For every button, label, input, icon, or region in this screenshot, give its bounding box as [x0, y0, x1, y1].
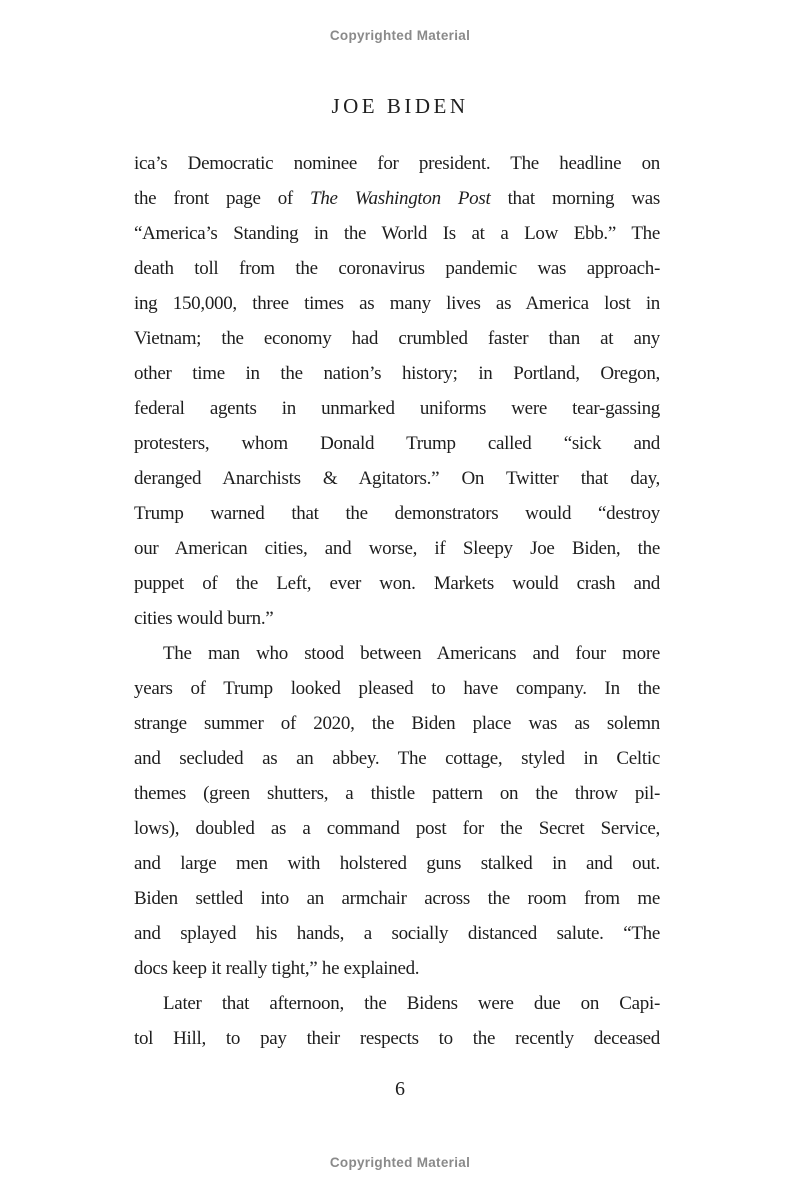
text-segment: puppet of the Left, ever won. Markets would crash and [134, 573, 660, 594]
text-line [134, 286, 660, 321]
text-segment: Biden settled into an armchair across the room from me [134, 888, 660, 909]
text-segment: that morning was [490, 188, 660, 209]
text-segment: and secluded as an abbey. The cottage, styled in Celtic [134, 748, 660, 769]
text-segment: our American cities, and worse, if Sleepy Joe Biden, the [134, 538, 660, 559]
body-text [134, 146, 660, 1056]
text-segment: The man who stood between Americans and four more [163, 643, 660, 664]
text-segment: lows), doubled as a command post for the Secret Service, [134, 818, 660, 839]
text-line [134, 881, 660, 916]
text-line [134, 1021, 660, 1056]
text-segment: docs keep it really tight,” he explained. [134, 958, 420, 979]
text-line [134, 181, 660, 216]
text-segment: and splayed his hands, a socially distanced salute. “The [134, 923, 660, 944]
text-segment: the front page of [134, 188, 311, 209]
text-segment: tol Hill, to pay their respects to the recently deceased [134, 1028, 660, 1049]
text-line [134, 916, 660, 951]
text-line [134, 706, 660, 741]
copyright-notice-top: Copyrighted Material [329, 28, 471, 43]
text-line [134, 636, 660, 671]
text-line [134, 461, 660, 496]
text-line [134, 566, 660, 601]
text-line [134, 986, 660, 1021]
text-line [134, 216, 660, 251]
text-segment: strange summer of 2020, the Biden place was as solemn [134, 713, 660, 734]
text-segment: Vietnam; the economy had crumbled faster than at any [134, 328, 660, 349]
italic-text-segment: The Washington Post [310, 188, 491, 209]
text-segment: Trump warned that the demonstrators would “destroy [134, 503, 660, 524]
text-line [134, 321, 660, 356]
text-segment: federal agents in unmarked uniforms were tear-gassing [134, 398, 660, 419]
text-line [134, 426, 660, 461]
text-line [134, 531, 660, 566]
text-line [134, 146, 660, 181]
text-segment: and large men with holstered guns stalked in and out. [134, 853, 660, 874]
text-segment: death toll from the coronavirus pandemic was approach- [134, 258, 660, 279]
text-line [134, 671, 660, 706]
text-segment: Later that afternoon, the Bidens were due on Capi- [163, 993, 660, 1014]
page-number: 6 [395, 1078, 405, 1100]
text-line [134, 251, 660, 286]
text-line [134, 776, 660, 811]
text-line [134, 601, 660, 636]
text-segment: ica’s Democratic nominee for president. The headline on [134, 153, 660, 174]
text-line [134, 496, 660, 531]
text-segment: themes (green shutters, a thistle pattern on the throw pil- [134, 783, 660, 804]
text-line [134, 951, 660, 986]
text-segment: deranged Anarchists & Agitators.” On Twitter that day, [134, 468, 660, 489]
text-line [134, 811, 660, 846]
text-segment: “America’s Standing in the World Is at a Low Ebb.” The [134, 223, 660, 244]
text-segment: years of Trump looked pleased to have company. In the [134, 678, 660, 699]
running-header: JOE BIDEN [331, 94, 469, 118]
text-segment: protesters, whom Donald Trump called “sick and [134, 433, 660, 454]
text-segment: cities would burn.” [134, 608, 274, 629]
text-line [134, 741, 660, 776]
copyright-notice-bottom: Copyrighted Material [329, 1155, 471, 1170]
text-line [134, 391, 660, 426]
text-segment: ing 150,000, three times as many lives as America lost in [134, 293, 660, 314]
text-line [134, 356, 660, 391]
text-line [134, 846, 660, 881]
text-segment: other time in the nation’s history; in Portland, Oregon, [134, 363, 660, 384]
